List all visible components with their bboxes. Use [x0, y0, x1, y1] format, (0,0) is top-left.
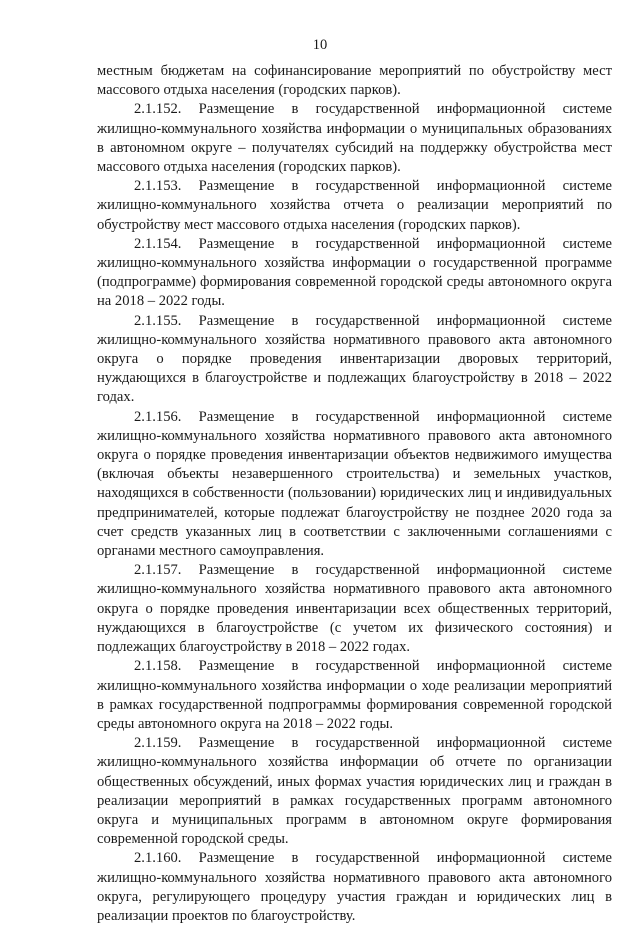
paragraph-2-1-155: 2.1.155. Размещение в государственной информационной системе жилищно-коммунального хозяйства нормативного правового акта автономного округа о порядке проведения инвентаризации дворовых территорий, нуждающихся в благоустройстве и подлежащих благоустройству в 2018 – 2022 годах. — [97, 312, 612, 406]
paragraph-2-1-154: 2.1.154. Размещение в государственной информационной системе жилищно-коммунального хозяйства информации о государственной программе (подпрограмме) формирования современной городской среды автономного округа на 2018 – 2022 годы. — [97, 235, 612, 310]
paragraph-2-1-153: 2.1.153. Размещение в государственной информационной системе жилищно-коммунального хозяйства отчета о реализации мероприятий по обустройству мест массового отдыха населения (городских парков). — [97, 178, 612, 233]
paragraph-continuation: местным бюджетам на софинансирование мероприятий по обустройству мест массового отдыха населения (городских парков). — [97, 63, 612, 99]
paragraph-2-1-152: 2.1.152. Размещение в государственной информационной системе жилищно-коммунального хозяйства информации о муниципальных образованиях в автономном округе – получателях субсидий на поддержку обустройства мест массового отдыха населения (городских парков). — [97, 101, 612, 176]
paragraph-2-1-160: 2.1.160. Размещение в государственной информационной системе жилищно-коммунального хозяйства нормативного правового акта автономного округа, регулирующего процедуру участия граждан и юридических лиц в реализации проектов по благоустройству. — [97, 850, 612, 924]
document-body — [97, 62, 612, 926]
paragraph-2-1-157: 2.1.157. Размещение в государственной информационной системе жилищно-коммунального хозяйства нормативного правового акта автономного округа о порядке проведения инвентаризации всех общественных территорий, нуждающихся в благоустройстве (с учетом их физического состояния) и подлежащих благоустройству в 2018 – 2022 годах. — [97, 562, 612, 656]
page-number: 10 — [312, 37, 328, 53]
paragraph-2-1-159: 2.1.159. Размещение в государственной информационной системе жилищно-коммунального хозяйства информации об отчете по организации общественных обсуждений, иных формах участия юридических лиц и граждан в реализации мероприятий в рамках государственных программ автономного округа и муниципальных программ в автономном округе формирования современной городской среды. — [97, 735, 612, 848]
paragraph-2-1-158: 2.1.158. Размещение в государственной информационной системе жилищно-коммунального хозяйства информации о ходе реализации мероприятий в рамках государственной подпрограммы формирования современной городской среды автономного округа на 2018 – 2022 годы. — [97, 658, 612, 732]
paragraph-2-1-156: 2.1.156. Размещение в государственной информационной системе жилищно-коммунального хозяйства нормативного правового акта автономного округа о порядке проведения инвентаризации объектов недвижимого имущества (включая объекты незавершенного строительства) и земельных участков, находящихся в собственности (пользовании) юридических лиц и индивидуальных предпринимателей, которые подлежат благоустройству не позднее 2020 года за счет средств указанных лиц в соответствии с заключенными соглашениями с органами местного самоуправления. — [97, 408, 612, 560]
